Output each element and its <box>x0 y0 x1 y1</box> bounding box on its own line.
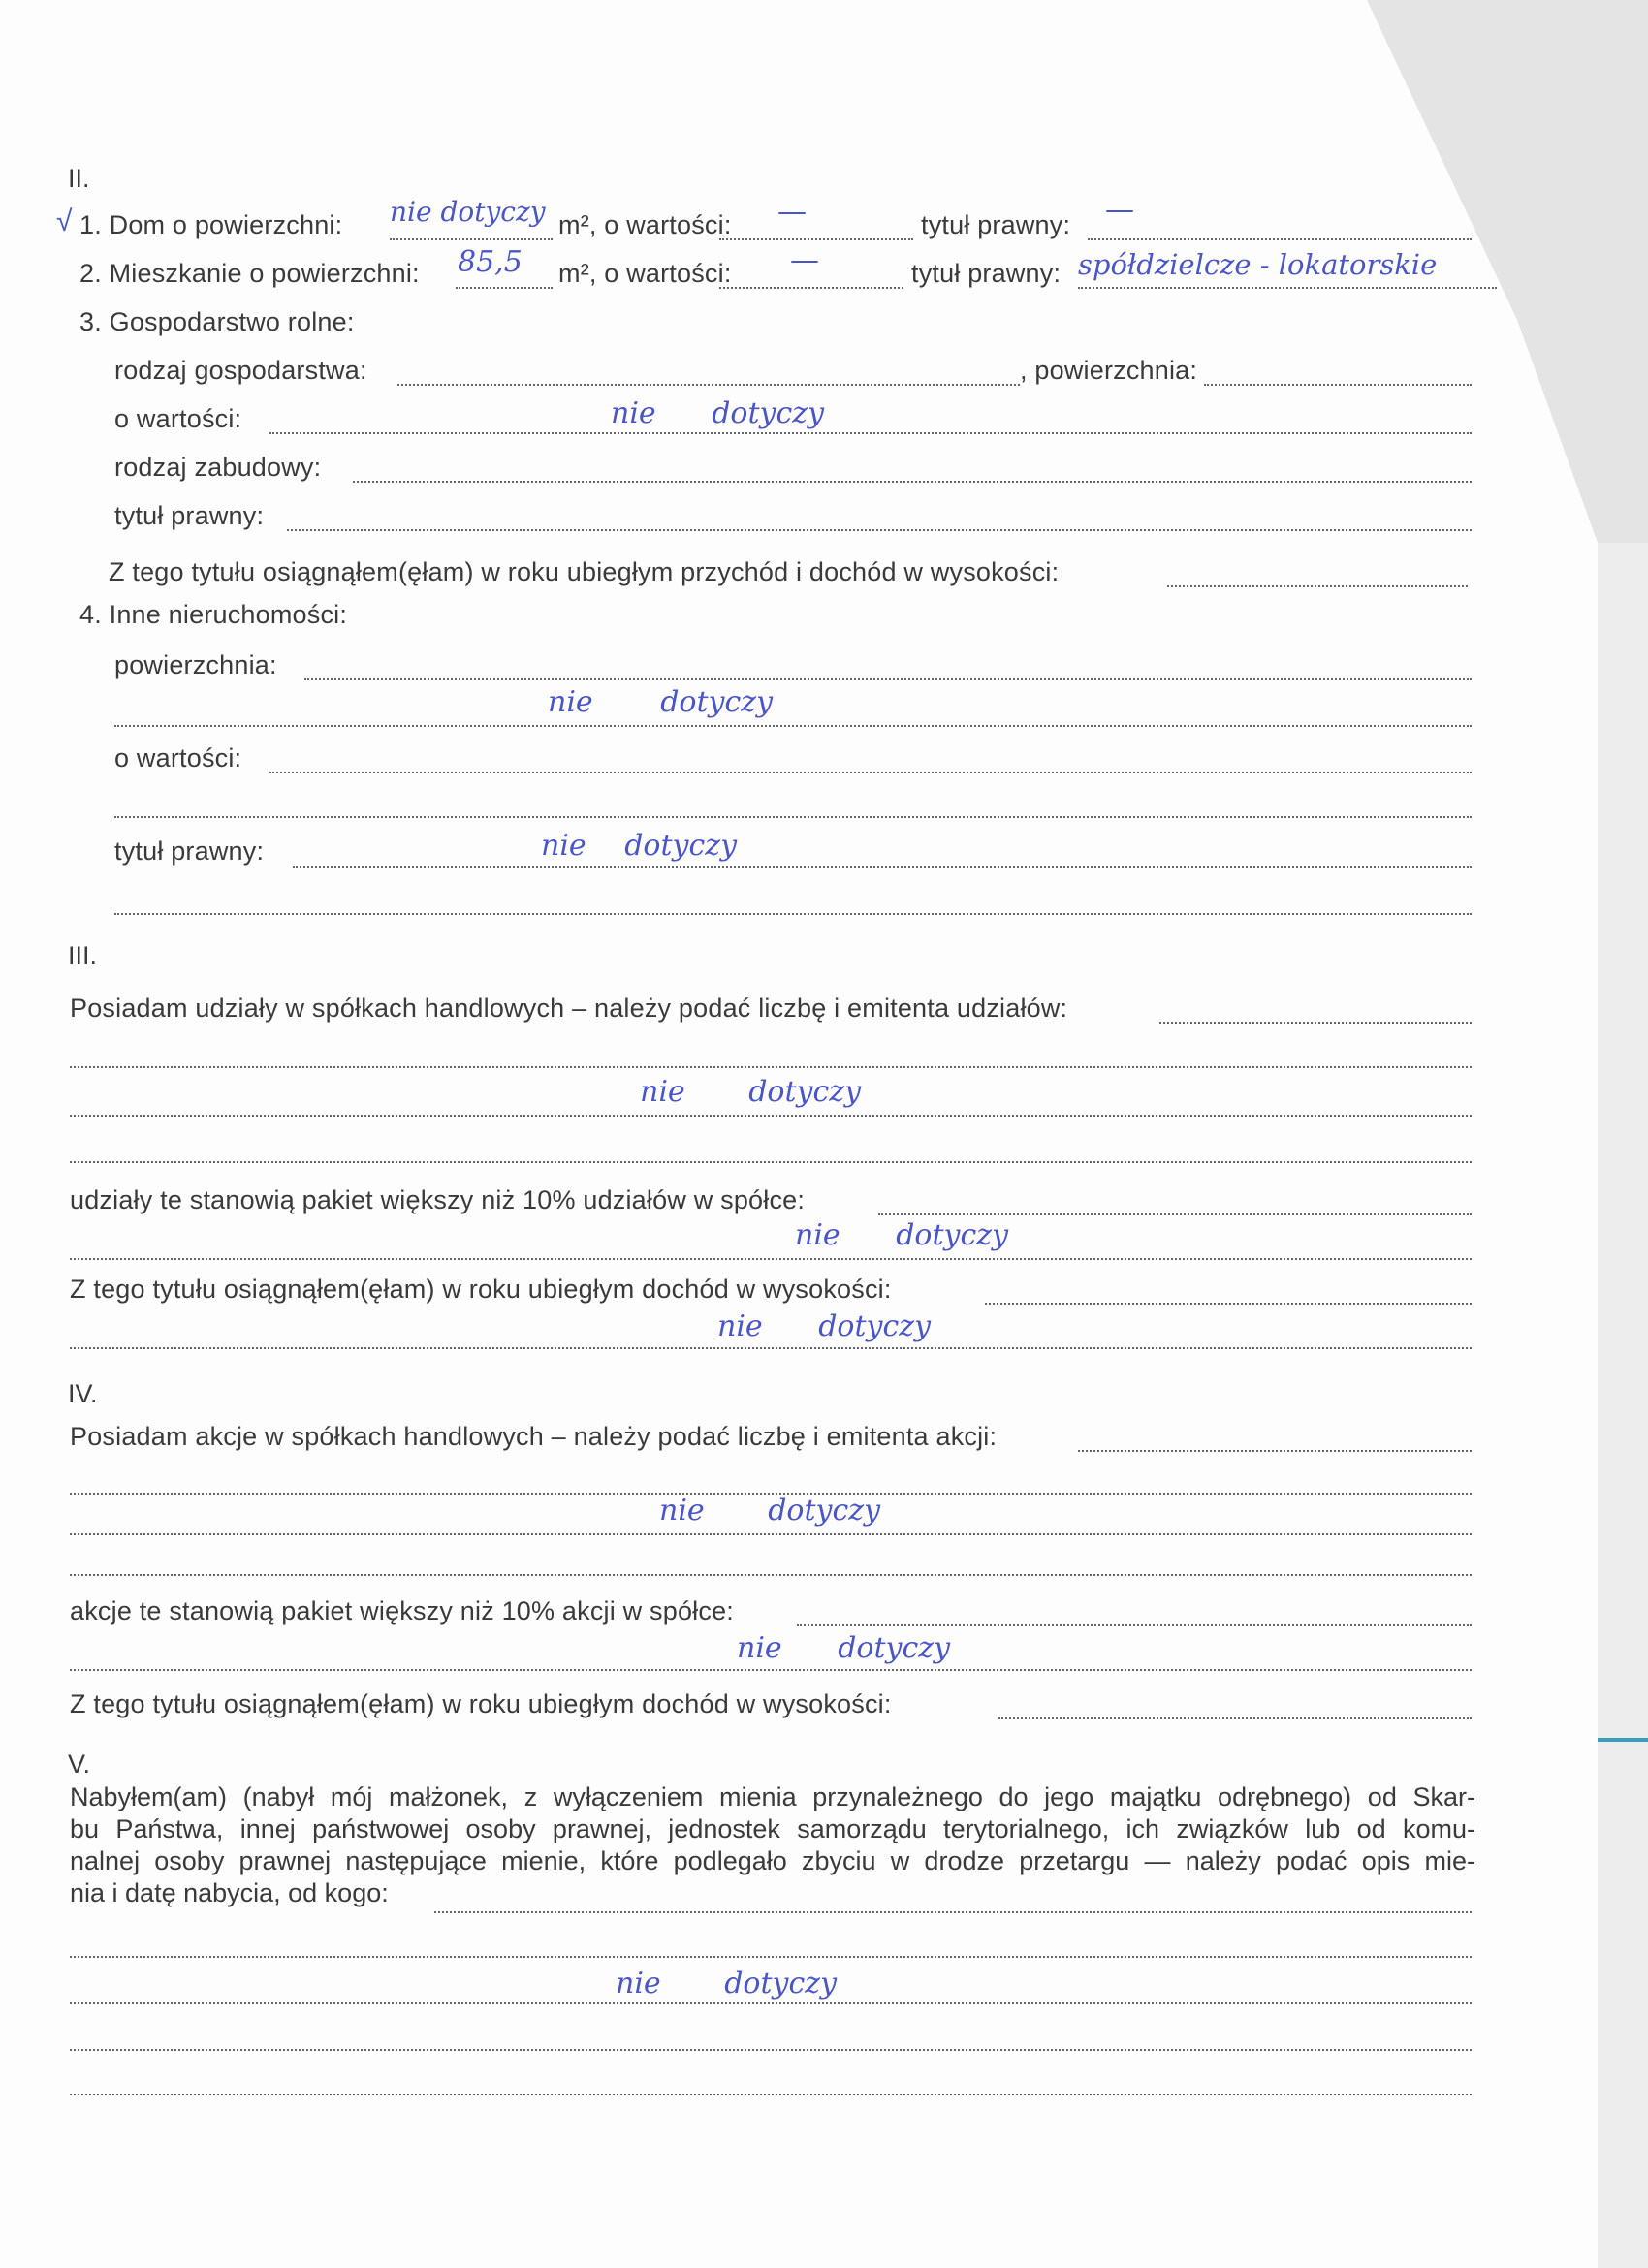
mieszkanie-unit: m², o wartości: <box>558 259 732 288</box>
nabycie-line-b <box>70 2002 1472 2004</box>
mieszkanie-area-value: 85,5 <box>458 245 523 279</box>
check-mark-icon: √ <box>56 205 73 237</box>
dom-title-label: tytuł prawny: <box>921 210 1071 239</box>
nabycie-line-4: nia i datę nabycia, od kogo: <box>70 1878 389 1907</box>
gospodarstwo-tytul-line <box>287 529 1472 531</box>
akcje-pakiet-line <box>797 1624 1472 1626</box>
gospodarstwo-zabudowa-label: rodzaj zabudowy: <box>114 453 322 482</box>
udzialy-line-3 <box>70 1161 1472 1163</box>
udzialy-line-2 <box>70 1115 1472 1117</box>
gospodarstwo-label: 3. Gospodarstwo rolne: <box>79 307 355 336</box>
nabycie-line-d <box>70 2094 1472 2095</box>
inne-powierzchnia-label: powierzchnia: <box>114 650 277 679</box>
section-iii-label: III. <box>68 941 98 970</box>
udzialy-intro: Posiadam udziały w spółkach handlowych – należy podać liczbę i emitenta udziałów: <box>70 993 1068 1023</box>
gospodarstwo-tytul-label: tytuł prawny: <box>114 501 265 530</box>
udzialy-pakiet-label: udziały te stanowią pakiet większy niż 10% udziałów w spółce: <box>70 1185 806 1214</box>
inne-wartosc-label: o wartości: <box>114 743 242 772</box>
gospodarstwo-wartosc-value: nie dotyczy <box>611 396 825 430</box>
udzialy-dochod-line-2 <box>70 1347 1472 1349</box>
nabycie-paragraph <box>70 1781 1475 1909</box>
dom-unit: m², o wartości: <box>558 210 732 239</box>
section-v-label: V. <box>68 1749 91 1779</box>
akcje-line-3 <box>70 1574 1472 1576</box>
udzialy-dochod-line <box>985 1303 1472 1305</box>
nabycie-value: nie dotyczy <box>616 1967 838 2000</box>
nabycie-line-2: bu Państwa, innej państwowej osoby prawnej, jednostek samorządu terytorialnego, ich związków lub od komu- <box>70 1814 1475 1843</box>
gospodarstwo-wartosc-line <box>269 432 1472 434</box>
mieszkanie-title-line <box>1078 287 1497 289</box>
gospodarstwo-rodzaj-line <box>397 384 1020 386</box>
gospodarstwo-rodzaj-label: rodzaj gospodarstwa: <box>114 356 367 385</box>
dom-label: 1. Dom o powierzchni: <box>79 210 343 239</box>
inne-tytul-line <box>293 866 1472 868</box>
udzialy-dochod-value: nie dotyczy <box>717 1309 932 1343</box>
mieszkanie-area-line <box>456 287 553 289</box>
inne-tytul-line-2 <box>114 913 1472 915</box>
dom-value-line <box>719 238 913 240</box>
gospodarstwo-przychod-label: Z tego tytułu osiągnąłem(ęłam) w roku ubiegłym przychód i dochód w wysokości: <box>109 557 1060 586</box>
mieszkanie-value: — <box>790 243 819 277</box>
inne-tytul-label: tytuł prawny: <box>114 836 265 866</box>
akcje-intro-line <box>1078 1450 1472 1452</box>
inne-wartosc-line-2 <box>114 816 1472 818</box>
mieszkanie-label: 2. Mieszkanie o powierzchni: <box>79 259 420 288</box>
mieszkanie-value-line <box>719 287 903 289</box>
udzialy-line-1 <box>70 1066 1472 1068</box>
dom-value: — <box>777 195 807 229</box>
nabycie-line-a <box>70 1956 1472 1958</box>
inne-powierzchnia-line-2 <box>114 725 1472 727</box>
inne-powierzchnia-value: nie dotyczy <box>548 685 774 719</box>
gospodarstwo-zabudowa-line <box>353 481 1472 483</box>
udzialy-intro-line <box>1159 1022 1472 1024</box>
section-iv-label: IV. <box>68 1379 98 1408</box>
akcje-intro-value: nie dotyczy <box>659 1494 881 1528</box>
inne-tytul-value: nie dotyczy <box>541 829 738 863</box>
gospodarstwo-powierzchnia-label: , powierzchnia: <box>1020 356 1198 385</box>
akcje-pakiet-line-2 <box>70 1669 1472 1671</box>
akcje-dochod-label: Z tego tytułu osiągnąłem(ęłam) w roku ubiegłym dochód w wysokości: <box>70 1689 892 1718</box>
akcje-dochod-line <box>998 1717 1472 1719</box>
akcje-line-2 <box>70 1533 1472 1535</box>
gospodarstwo-powierzchnia-line <box>1204 384 1472 386</box>
nabycie-line-3: nalnej osoby prawnej następujące mienie, które podlegało zbyciu w drodze przetargu — należy podać opis mie- <box>70 1846 1475 1875</box>
udzialy-pakiet-line <box>878 1213 1472 1215</box>
akcje-intro: Posiadam akcje w spółkach handlowych – należy podać liczbę i emitenta akcji: <box>70 1422 998 1451</box>
gospodarstwo-przychod-line <box>1167 585 1468 587</box>
dom-title-value: — <box>1105 193 1134 227</box>
akcje-pakiet-label: akcje te stanowią pakiet większy niż 10% akcji w spółce: <box>70 1596 735 1625</box>
nabycie-line-4-dots <box>434 1911 1472 1913</box>
akcje-pakiet-value: nie dotyczy <box>737 1631 951 1665</box>
mieszkanie-title-label: tytuł prawny: <box>911 259 1062 288</box>
gospodarstwo-wartosc-label: o wartości: <box>114 404 242 433</box>
dom-area-line <box>390 238 553 240</box>
section-ii-label: II. <box>68 164 90 193</box>
nabycie-line-1: Nabyłem(am) (nabył mój małżonek, z wyłączeniem mienia przynależnego do jego majątku odrębnego) od Skar- <box>70 1782 1475 1811</box>
udzialy-pakiet-line-2 <box>70 1258 1472 1260</box>
mieszkanie-title-value: spółdzielcze - lokatorskie <box>1078 248 1438 281</box>
inne-powierzchnia-line <box>304 678 1472 680</box>
udzialy-dochod-label: Z tego tytułu osiągnąłem(ęłam) w roku ubiegłym dochód w wysokości: <box>70 1275 892 1304</box>
inne-label: 4. Inne nieruchomości: <box>79 600 348 629</box>
nabycie-line-c <box>70 2049 1472 2051</box>
dom-title-line <box>1088 238 1472 240</box>
dom-area-value: nie dotyczy <box>390 196 546 228</box>
udzialy-intro-value: nie dotyczy <box>640 1075 862 1109</box>
inne-wartosc-line <box>269 772 1472 773</box>
udzialy-pakiet-value: nie dotyczy <box>795 1218 1009 1252</box>
